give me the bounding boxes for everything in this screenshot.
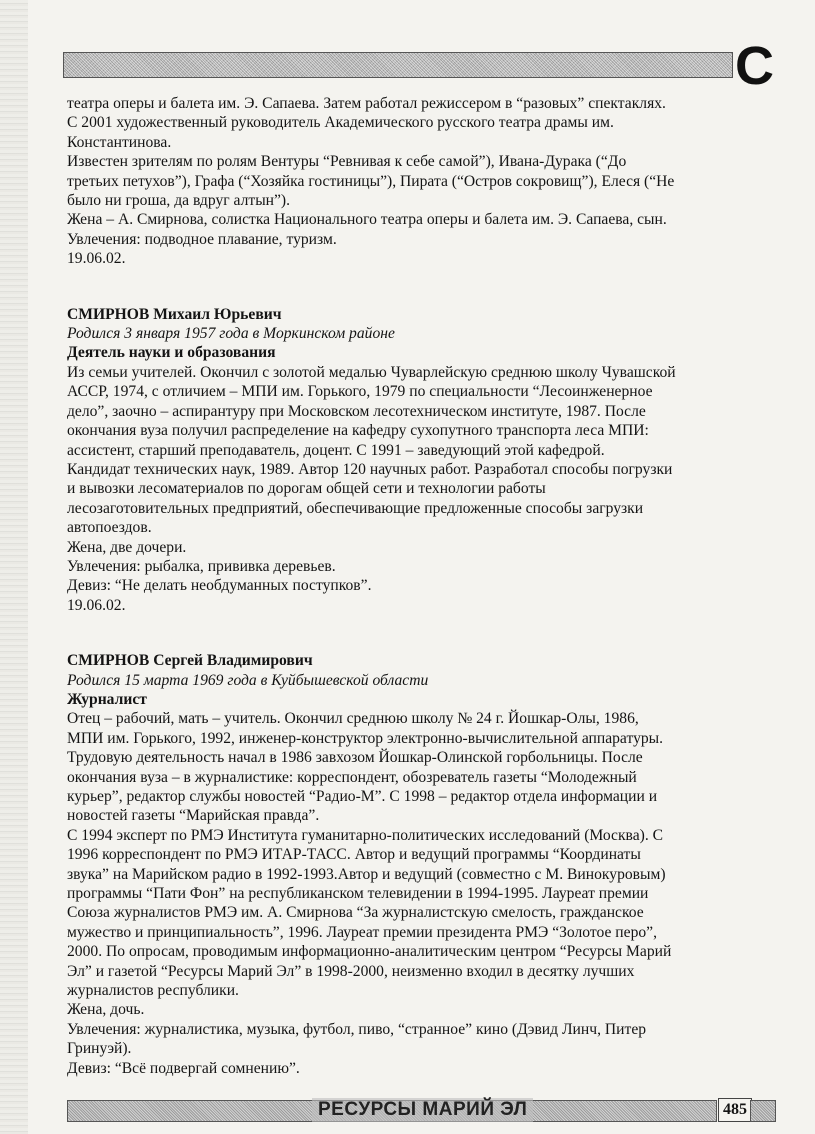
spacer xyxy=(67,269,779,288)
biography-entry xyxy=(67,305,779,616)
text-line: лесозаготовительных предприятий, обеспечивающие предложенные способы загрузки xyxy=(67,499,644,517)
text-line: Из семьи учителей. Окончил с золотой медалью Чуварлейскую среднюю школу Чувашской xyxy=(67,363,676,381)
date-line: 19.06.02. xyxy=(67,250,126,268)
text-line: третьих петухов”), Графа (“Хозяйка гостиницы”), Пирата (“Остров сокровищ”), Елеся (“Не xyxy=(67,172,675,190)
footer-bar-end xyxy=(750,1100,776,1122)
text-line: театра оперы и балета им. Э. Сапаева. Затем работал режиссером в “разовых” спектаклях. xyxy=(67,95,666,112)
text-line: было ни гроша, да вдруг алтын”). xyxy=(67,192,291,210)
text-line: Увлечения: журналистика, музыка, футбол, пиво, “странное” кино (Дэвид Линч, Питер xyxy=(67,1020,647,1038)
text-line: Девиз: “Не делать необдуманных поступков”. xyxy=(67,577,372,595)
text-line: Известен зрителям по ролям Вентуры “Ревнивая к себе самой”), Ивана-Дурака (“До xyxy=(67,153,627,171)
text-line: Увлечения: подводное плавание, туризм. xyxy=(67,230,337,248)
entry-birth: Родился 3 января 1957 года в Моркинском районе xyxy=(67,325,395,343)
text-line: Гринуэй). xyxy=(67,1040,132,1058)
text-line: Константинова. xyxy=(67,133,172,151)
text-line: окончания вуза – в журналистике: корреспондент, обозреватель газеты “Молодежный xyxy=(67,768,637,786)
text-line: 1996 корреспондент по РМЭ ИТАР-ТАСС. Автор и ведущий программы “Координаты xyxy=(67,846,641,864)
page-number: 485 xyxy=(718,1098,752,1122)
text-line: АССР, 1974, с отличием – МПИ им. Горького, 1979 по специальности “Лесоинженерное xyxy=(67,383,653,401)
header-decorative-bar xyxy=(63,52,733,78)
text-line: Отец – рабочий, мать – учитель. Окончил среднюю школу № 24 г. Йошкар-Олы, 1986, xyxy=(67,710,639,728)
text-line: Девиз: “Всё подвергай сомнению”. xyxy=(67,1059,300,1077)
text-line: Эл” и газетой “Ресурсы Марий Эл” в 1998-2000, неизменно входил в десятку лучших xyxy=(67,962,635,980)
text-line: автопоездов. xyxy=(67,519,152,537)
spacer xyxy=(67,615,779,634)
intro-continuation xyxy=(67,94,779,269)
entry-name: СМИРНОВ Михаил Юрьевич xyxy=(67,305,282,323)
entry-occupation: Деятель науки и образования xyxy=(67,344,276,362)
biography-entry xyxy=(67,651,779,1078)
text-line: программы “Пати Фон” на республиканском телевидении в 1994-1995. Лауреат премии xyxy=(67,885,649,903)
page-content xyxy=(67,94,779,1078)
text-line: МПИ им. Горького, 1992, инженер-конструктор электронно-вычислительной аппаратуры. xyxy=(67,729,664,747)
text-line: Трудовую деятельность начал в 1986 завхозом Йошкар-Олинской горбольницы. После xyxy=(67,749,643,767)
text-line: журналистов республики. xyxy=(67,982,239,1000)
entry-name: СМИРНОВ Сергей Владимирович xyxy=(67,652,313,670)
text-line: и вывозки лесоматериалов по дорогам общей сети и технологии работы xyxy=(67,480,546,498)
entry-birth: Родился 15 марта 1969 года в Куйбышевской области xyxy=(67,671,429,689)
spacer xyxy=(67,288,779,305)
text-line: ассистент, старший преподаватель, доцент. С 1991 – заведующий этой кафедрой. xyxy=(67,441,605,459)
text-line: Жена – А. Смирнова, солистка Национального театра оперы и балета им. Э. Сапаева, сын. xyxy=(67,211,667,229)
text-line: мужество и принципиальность”, 1996. Лауреат премии президента РМЭ “Золотое перо”, xyxy=(67,923,657,941)
text-line: Союза журналистов РМЭ им. А. Смирнова “За журналистскую смелость, гражданское xyxy=(67,904,644,922)
text-line: Жена, дочь. xyxy=(67,1001,145,1019)
text-line: С 2001 художественный руководитель Академического русского театра драмы им. xyxy=(67,114,614,132)
text-line: Жена, две дочери. xyxy=(67,538,187,556)
text-line: Увлечения: рыбалка, прививка деревьев. xyxy=(67,557,336,575)
entry-occupation: Журналист xyxy=(67,690,147,708)
date-line: 19.06.02. xyxy=(67,596,126,614)
text-line: 2000. По опросам, проводимым информационно-аналитическим центром “Ресурсы Марий xyxy=(67,943,672,961)
footer-title: РЕСУРСЫ МАРИЙ ЭЛ xyxy=(312,1098,533,1122)
text-line: окончания вуза получил распределение на кафедру сухопутного транспорта леса МПИ: xyxy=(67,422,649,440)
section-letter: С xyxy=(735,36,774,96)
text-line: Кандидат технических наук, 1989. Автор 120 научных работ. Разработал способы погрузки xyxy=(67,460,673,478)
scan-edge-artifact xyxy=(0,0,28,1134)
text-line: звука” на Марийском радио в 1992-1993.Автор и ведущий (совместно с М. Винокуровым) xyxy=(67,865,666,883)
text-line: С 1994 эксперт по РМЭ Института гуманитарно-политических исследований (Москва). С xyxy=(67,826,664,844)
spacer xyxy=(67,634,779,651)
text-line: новостей газеты “Марийская правда”. xyxy=(67,807,320,825)
text-line: курьер”, редактор службы новостей “Радио-М”. С 1998 – редактор отдела информации и xyxy=(67,788,658,805)
text-line: дело”, заочно – аспирантуру при Московском лесотехническом институте, 1987. После xyxy=(67,402,646,420)
